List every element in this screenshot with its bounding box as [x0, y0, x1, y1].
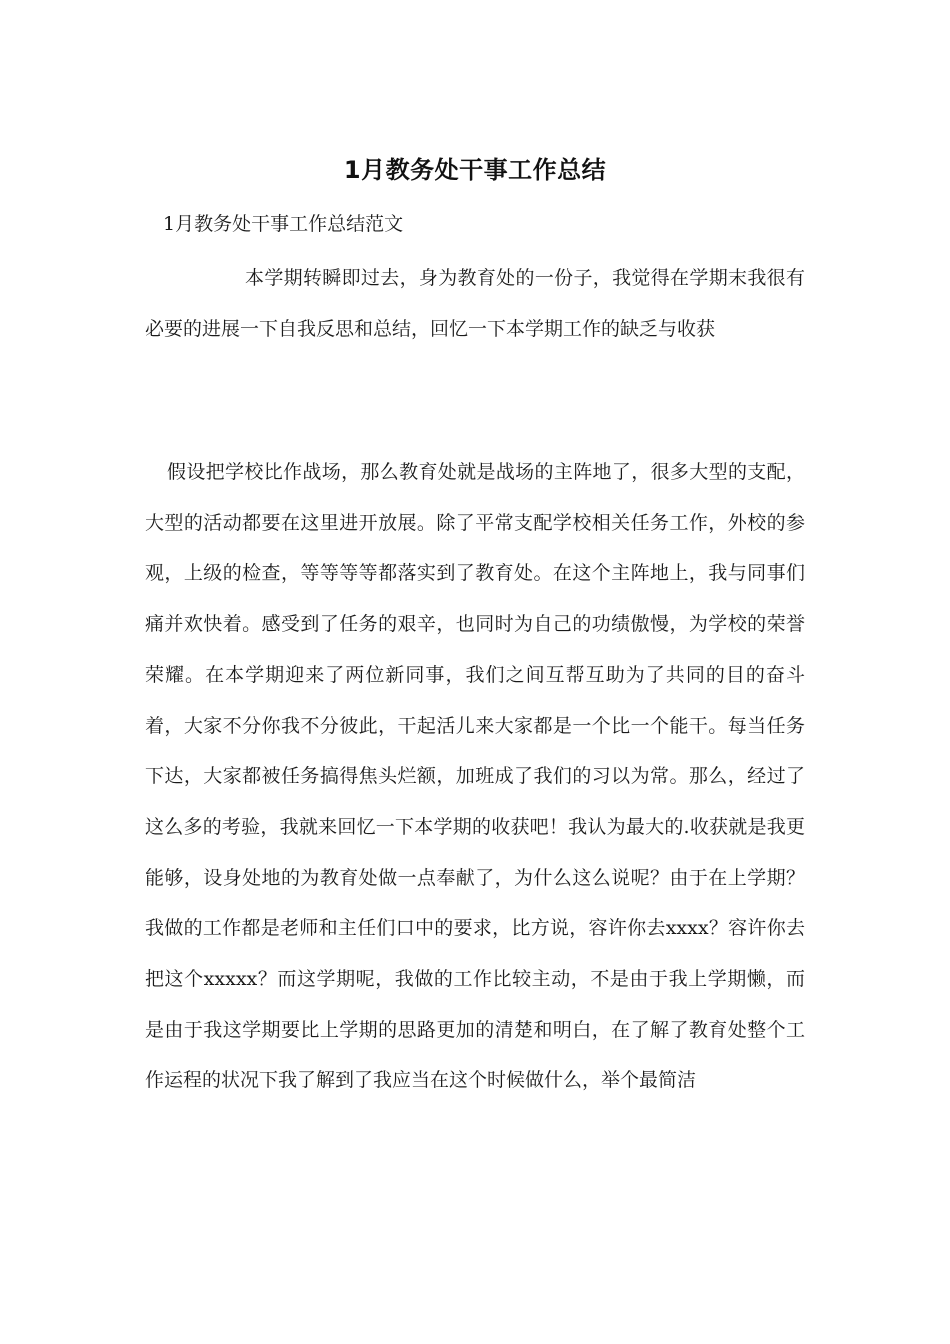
document-subtitle: 1月教务处干事工作总结范文: [163, 213, 404, 235]
body-paragraph-1: 本学期转瞬即过去，身为教育处的一份子，我觉得在学期末我很有必要的进展一下自我反思和总结，回忆一下本学期工作的缺乏与收获: [145, 267, 805, 340]
body-paragraph-2: 假设把学校比作战场，那么教育处就是战场的主阵地了，很多大型的支配，大型的活动都要在这里进开放展。除了平常支配学校相关任务工作，外校的参观，上级的检查，等等等等都落实到了教育处。在这个主阵地上，我与同事们痛并欢快着。感受到了任务的艰辛，也同时为自己的功绩傲慢，为学校的荣誉荣耀。在本学期迎来了两位新同事，我们之间互帮互助为了共同的目的奋斗着，大家不分你我不分彼此，干起活儿来大家都是一个比一个能干。每当任务下达，大家都被任务搞得焦头烂额，加班成了我们的习以为常。那么，经过了这么多的考验，我就来回忆一下本学期的收获吧！我认为最大的.收获就是我更能够，设身处地的为教育处做一点奉献了，为什么这么说呢？由于在上学期？我做的工作都是老师和主任们口中的要求，比方说，容许你去xxxx？容许你去把这个xxxxx？而这学期呢，我做的工作比较主动，不是由于我上学期懒，而是由于我这学期要比上学期的思路更加的清楚和明白，在了解了教育处整个工作运程的状况下我了解到了我应当在这个时候做什么，举个最简洁: [145, 461, 805, 1092]
document-title: 1月教务处干事工作总结: [343, 156, 607, 184]
